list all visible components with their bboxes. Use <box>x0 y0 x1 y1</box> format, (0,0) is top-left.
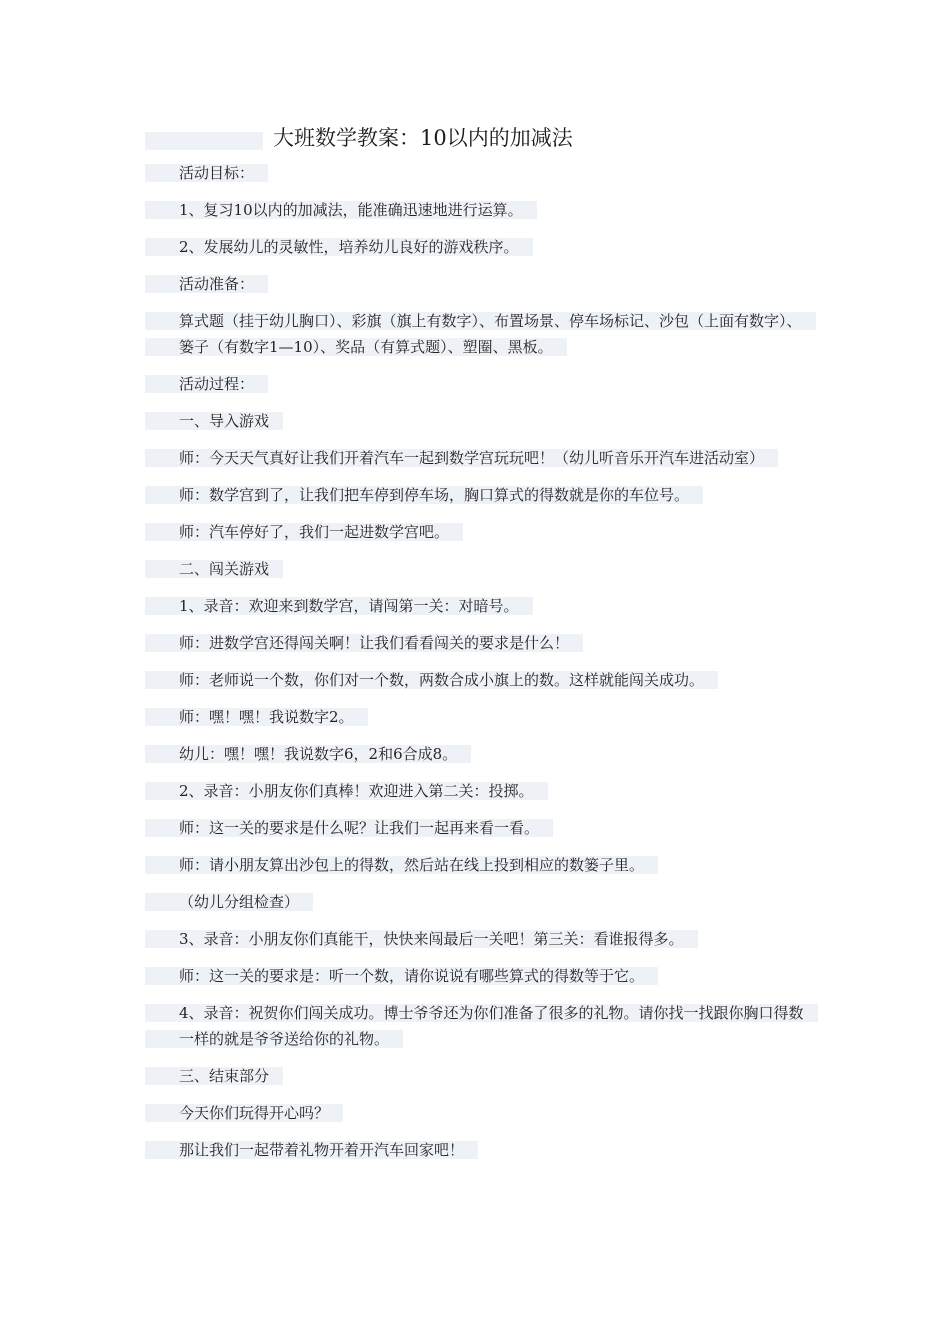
paragraph-text: 幼儿：嘿！嘿！我说数字6，2和6合成8。 <box>145 745 471 763</box>
paragraph <box>145 889 810 915</box>
paragraph <box>145 1137 810 1163</box>
paragraph <box>145 741 810 767</box>
paragraph <box>145 197 810 223</box>
title-shade <box>145 132 263 150</box>
paragraph-text: 2、发展幼儿的灵敏性，培养幼儿良好的游戏秩序。 <box>145 238 533 256</box>
document-title: 大班数学教案：10以内的加减法 <box>273 126 573 150</box>
paragraph <box>145 234 810 260</box>
paragraph-text: 师：嘿！嘿！我说数字2。 <box>145 708 368 726</box>
paragraph <box>145 482 810 508</box>
paragraph-text: 1、录音：欢迎来到数学宫，请闯第一关：对暗号。 <box>145 597 533 615</box>
paragraph <box>145 519 810 545</box>
paragraph <box>145 667 810 693</box>
paragraph-text: 2、录音：小朋友你们真棒！欢迎进入第二关：投掷。 <box>145 782 548 800</box>
paragraph-text: 活动准备： <box>145 275 268 293</box>
paragraph <box>145 704 810 730</box>
paragraph <box>145 445 810 471</box>
paragraph-text: （幼儿分组检查） <box>145 893 313 911</box>
document-body <box>145 160 810 1174</box>
paragraph-text: 师：这一关的要求是什么呢？让我们一起再来看一看。 <box>145 819 553 837</box>
paragraph-text: 三、结束部分 <box>145 1067 283 1085</box>
paragraph-text: 今天你们玩得开心吗？ <box>145 1104 343 1122</box>
paragraph-text: 活动目标： <box>145 164 268 182</box>
paragraph-text: 师：老师说一个数，你们对一个数，两数合成小旗上的数。这样就能闯关成功。 <box>145 671 718 689</box>
paragraph-text: 一、导入游戏 <box>145 412 283 430</box>
paragraph <box>145 963 810 989</box>
paragraph <box>145 593 810 619</box>
paragraph <box>145 852 810 878</box>
paragraph-text: 3、录音：小朋友你们真能干，快快来闯最后一关吧！第三关：看谁报得多。 <box>145 930 698 948</box>
paragraph <box>145 408 810 434</box>
paragraph <box>145 271 810 297</box>
paragraph-text: 活动过程： <box>145 375 268 393</box>
paragraph-text: 1、复习10以内的加减法，能准确迅速地进行运算。 <box>145 201 537 219</box>
paragraph-text: 二、闯关游戏 <box>145 560 283 578</box>
paragraph <box>145 1100 810 1126</box>
paragraph-text: 算式题（挂于幼儿胸口）、彩旗（旗上有数字）、布置场景、停车场标记、沙包（上面有数字）、篓子（有数字1—10）、奖品（有算式题）、塑圈、黑板。 <box>145 312 816 356</box>
paragraph <box>145 371 810 397</box>
paragraph <box>145 1000 810 1052</box>
title-row <box>145 124 805 154</box>
paragraph <box>145 815 810 841</box>
paragraph <box>145 778 810 804</box>
paragraph <box>145 926 810 952</box>
paragraph <box>145 630 810 656</box>
paragraph-text: 师：请小朋友算出沙包上的得数，然后站在线上投到相应的数篓子里。 <box>145 856 658 874</box>
paragraph-text: 师：这一关的要求是：听一个数，请你说说有哪些算式的得数等于它。 <box>145 967 658 985</box>
paragraph-text: 那让我们一起带着礼物开着开汽车回家吧！ <box>145 1141 478 1159</box>
paragraph-text: 师：进数学宫还得闯关啊！让我们看看闯关的要求是什么！ <box>145 634 583 652</box>
paragraph <box>145 308 810 360</box>
paragraph-text: 师：今天天气真好让我们开着汽车一起到数学宫玩玩吧！（幼儿听音乐开汽车进活动室） <box>145 449 778 467</box>
paragraph <box>145 1063 810 1089</box>
paragraph-text: 师：数学宫到了，让我们把车停到停车场，胸口算式的得数就是你的车位号。 <box>145 486 703 504</box>
paragraph <box>145 160 810 186</box>
paragraph <box>145 556 810 582</box>
paragraph-text: 师：汽车停好了，我们一起进数学宫吧。 <box>145 523 463 541</box>
paragraph-text: 4、录音：祝贺你们闯关成功。博士爷爷还为你们准备了很多的礼物。请你找一找跟你胸口得数一样的就是爷爷送给你的礼物。 <box>145 1004 818 1048</box>
